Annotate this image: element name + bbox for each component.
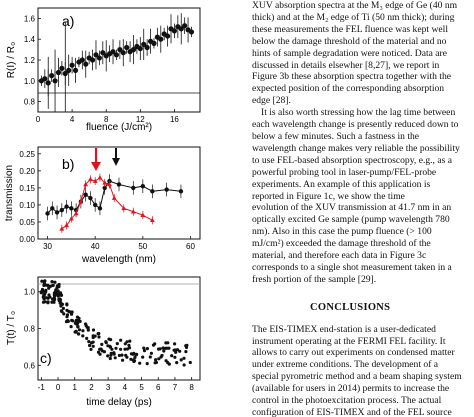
data-point	[52, 284, 55, 287]
data-point	[98, 206, 102, 210]
x-tick-label: 4	[69, 115, 75, 124]
data-point	[126, 347, 129, 350]
data-point	[110, 348, 113, 351]
data-point	[54, 290, 57, 293]
data-point	[42, 284, 45, 287]
data-point	[93, 203, 97, 207]
text-line: reported in Figure 1c, we show the time	[252, 190, 405, 202]
y-tick-label: 1.4	[23, 35, 35, 45]
data-point	[138, 362, 141, 365]
data-point	[64, 204, 68, 208]
data-point	[124, 354, 127, 357]
y-tick-label: 0.05	[19, 217, 35, 227]
panel-c-label: c)	[40, 350, 52, 366]
data-point	[60, 208, 64, 212]
data-point	[65, 309, 68, 312]
panel-b	[4, 147, 200, 265]
panel-c-xlabel: time delay (ps)	[86, 397, 152, 408]
text-line: material, and therefore each data in Figure 3c	[252, 250, 427, 262]
data-point	[60, 293, 63, 296]
data-point	[109, 338, 112, 341]
data-point	[183, 363, 186, 366]
text-line: mJ/cm²) exceeded the damage threshold of the	[252, 238, 431, 250]
data-point	[112, 196, 117, 200]
figure-3	[0, 0, 225, 417]
data-point	[104, 340, 107, 343]
x-tick-label: 40	[90, 242, 100, 251]
data-point	[59, 226, 64, 230]
panel-a-ylabel: R(I) / R₀	[6, 41, 17, 79]
text-line: experiments. An example of this application is	[252, 178, 431, 190]
data-point	[98, 348, 101, 351]
x-tick-label: 3	[105, 383, 111, 392]
x-tick-label: 50	[138, 242, 148, 251]
data-point	[117, 182, 121, 186]
data-point	[83, 62, 88, 67]
data-point	[114, 356, 117, 359]
x-tick-label: 8	[103, 115, 109, 124]
data-point	[92, 345, 95, 348]
text-line: (available for users in 2014) permits to increase the	[252, 383, 450, 395]
data-point	[74, 322, 77, 325]
data-point	[76, 316, 79, 319]
data-point	[182, 357, 185, 360]
data-point	[90, 57, 95, 62]
data-point	[189, 361, 192, 364]
text-line: discussed in details elsewher [8,27], we report in	[252, 59, 440, 71]
data-point	[141, 184, 145, 188]
data-point	[83, 193, 87, 197]
data-point	[58, 298, 61, 301]
data-point	[155, 361, 158, 364]
section-heading: CONCLUSIONS	[310, 301, 391, 313]
text-line: optically excited Ge sample (pump wavelength 780	[252, 214, 450, 226]
data-point	[150, 189, 154, 193]
data-point	[173, 349, 176, 352]
text-line: nm). Also in this case the pump fluence (> 100	[252, 226, 432, 238]
data-point	[71, 319, 74, 322]
data-point	[182, 23, 187, 28]
x-tick-label: 7	[172, 383, 178, 392]
data-point	[179, 189, 183, 193]
data-point	[87, 326, 90, 329]
data-point	[53, 281, 56, 284]
text-column	[252, 0, 474, 417]
x-tick-label: 6	[156, 383, 161, 392]
paragraph-1	[252, 0, 474, 107]
data-point	[143, 349, 146, 352]
data-point	[78, 328, 81, 331]
data-point	[149, 355, 152, 358]
data-point	[97, 55, 102, 60]
y-tick-label: 1.2	[23, 56, 35, 65]
y-tick-label: 1.0	[23, 76, 35, 86]
text-line: under extreme conditions. The development of a	[252, 359, 439, 371]
text-line: thick) and at the M₂ edge of Ti (50 nm thick); during	[252, 11, 455, 23]
paragraph-2	[252, 107, 474, 286]
data-point	[128, 340, 131, 343]
data-point	[98, 175, 103, 179]
data-point	[124, 45, 129, 50]
data-point	[70, 63, 75, 68]
data-point	[175, 361, 178, 364]
x-tick-label: 4	[122, 383, 128, 392]
data-point	[92, 328, 95, 331]
y-tick-label: 1.0	[23, 287, 35, 297]
data-point	[69, 206, 73, 210]
data-point	[162, 349, 165, 352]
text-line: XUV absorption spectra at the M₃ edge of Ge (40 nm	[252, 0, 458, 11]
data-point	[55, 210, 59, 214]
text-line: special pyrometric method and a beam shaping system	[252, 371, 462, 383]
data-point	[100, 343, 103, 346]
data-point	[118, 354, 121, 357]
data-point	[151, 41, 156, 46]
data-point	[50, 206, 54, 210]
data-point	[70, 325, 73, 328]
data-point	[49, 73, 54, 78]
data-point	[84, 322, 87, 325]
data-point	[145, 45, 150, 50]
data-point	[114, 347, 117, 350]
data-point	[106, 354, 109, 357]
data-point	[50, 280, 53, 283]
data-point	[164, 187, 168, 191]
text-line: instrument operating at the FERMI FEL facility. It	[252, 335, 446, 347]
data-point	[52, 298, 55, 301]
data-point	[103, 350, 106, 353]
data-point	[157, 348, 160, 351]
data-point	[110, 352, 113, 355]
data-point	[43, 297, 46, 300]
y-tick-label: 0.15	[19, 183, 35, 193]
data-point	[112, 351, 115, 354]
text-line: below the damage threshold of the material and no	[252, 35, 447, 47]
data-point	[46, 301, 49, 304]
data-point	[76, 325, 79, 328]
y-tick-label: 0.25	[19, 149, 35, 159]
data-point	[132, 352, 135, 355]
data-point	[109, 357, 112, 360]
data-point	[152, 344, 155, 347]
x-tick-label: 1	[72, 383, 77, 392]
data-point	[172, 28, 177, 33]
data-point	[131, 186, 135, 190]
data-point	[80, 57, 85, 62]
panel-a-xlabel: fluence (J/cm²)	[85, 122, 153, 133]
data-point	[173, 356, 176, 359]
data-point	[165, 347, 168, 350]
data-point	[138, 46, 143, 51]
x-tick-label: -1	[37, 383, 45, 392]
data-point	[114, 52, 119, 57]
data-point	[62, 307, 65, 310]
data-point	[121, 359, 124, 362]
paragraph-3	[252, 324, 474, 417]
x-tick-label: 0	[35, 115, 41, 124]
panel-b-xlabel: wavelength (nm)	[82, 254, 156, 265]
data-point	[42, 301, 45, 304]
x-tick-label: 8	[189, 383, 194, 392]
data-point	[77, 332, 80, 335]
data-point	[45, 211, 49, 215]
text-line: wavelength change makes very reliable the possibility	[252, 142, 460, 154]
data-point	[132, 359, 135, 362]
data-point	[97, 335, 100, 338]
data-point	[124, 342, 127, 345]
data-point	[162, 346, 165, 349]
text-line: expected position of the corresponding absorption	[252, 83, 445, 95]
y-tick-label: 0.6	[23, 361, 35, 371]
x-tick-label: 60	[186, 242, 195, 251]
data-point	[180, 358, 183, 361]
text-line: hints of sample degradation were noticed. Data are	[252, 47, 447, 59]
text-line: allows to carry out experiments on condensed matter	[252, 347, 455, 359]
data-point	[121, 50, 126, 55]
text-line: The EIS-TIMEX end-station is a user-dedicated	[252, 323, 436, 335]
y-tick-label: 1.6	[23, 14, 35, 24]
data-point	[74, 211, 79, 215]
panel-c-ylabel: T(t) / T₀	[6, 311, 17, 345]
data-point	[52, 301, 55, 304]
panel-c-plot-frame	[38, 277, 200, 380]
data-point	[70, 313, 73, 316]
text-line: each wavelength change is presently reduced down to	[252, 119, 459, 131]
y-tick-label: 0.10	[19, 200, 35, 210]
black-edge-arrowhead	[112, 158, 120, 166]
x-tick-label: 16	[169, 115, 179, 124]
text-line: powerful probing tool in laser-pump/FEL-probe	[252, 166, 437, 178]
y-tick-label: 0.20	[19, 166, 35, 176]
data-point	[88, 177, 93, 181]
data-point	[146, 347, 149, 350]
data-point	[42, 76, 47, 81]
data-point	[40, 280, 43, 283]
text-line: to use FEL-based absorption spectroscopy, e.g., as a	[252, 154, 452, 166]
data-point	[127, 344, 130, 347]
data-point	[176, 348, 179, 351]
data-point	[106, 344, 109, 347]
data-point	[184, 350, 187, 353]
text-line: below a few minutes. Such a fastness in the	[252, 130, 420, 142]
data-point	[116, 342, 119, 345]
text-line: It is also worth stressing how the lag time between	[261, 107, 456, 119]
data-point	[81, 329, 84, 332]
data-point	[160, 355, 163, 358]
data-point	[141, 356, 144, 359]
data-point	[65, 303, 68, 306]
data-point	[44, 289, 47, 292]
data-point	[66, 68, 71, 73]
data-point	[40, 291, 43, 294]
data-point	[46, 284, 49, 287]
data-point	[185, 344, 188, 347]
text-line: edge [28].	[252, 95, 291, 107]
data-point	[79, 320, 82, 323]
data-point	[73, 68, 78, 73]
data-point	[189, 29, 194, 34]
data-point	[166, 361, 169, 364]
data-point	[66, 313, 69, 316]
data-point	[164, 341, 167, 344]
data-point	[154, 358, 157, 361]
data-point	[87, 340, 90, 343]
data-point	[150, 352, 153, 355]
data-point	[48, 296, 51, 299]
red-edge-arrowhead	[91, 162, 101, 171]
data-point	[85, 337, 88, 340]
x-tick-label: 12	[135, 115, 145, 124]
data-point	[97, 332, 100, 335]
data-point	[97, 351, 100, 354]
text-line: corresponds to a single shot measurement taken in a	[252, 261, 452, 273]
text-line: configuration of EIS-TIMEX and of the FEL source	[252, 407, 452, 417]
data-point	[81, 334, 84, 337]
x-tick-label: 5	[139, 383, 144, 392]
data-point	[59, 66, 64, 71]
data-point	[158, 37, 163, 42]
data-point	[59, 301, 62, 304]
data-point	[119, 348, 122, 351]
text-line: these measurements the FEL fluence was kept well	[252, 23, 448, 35]
y-tick-label: 0.8	[23, 97, 35, 107]
panel-b-label: b)	[62, 156, 75, 172]
y-tick-label: 0.8	[23, 324, 35, 334]
data-point	[146, 362, 149, 365]
data-point	[88, 196, 92, 200]
x-tick-label: 2	[89, 383, 94, 392]
data-point	[60, 309, 63, 312]
panel-a-label: a)	[62, 13, 75, 29]
text-line: Figure 3b these absorption spectra together with the	[252, 71, 452, 83]
data-point	[65, 320, 68, 323]
data-point	[56, 70, 61, 75]
text-line: control in the photoexcitation process. The actual	[252, 395, 442, 407]
data-point	[92, 334, 95, 337]
text-line: fresh portion of the sample [29].	[252, 273, 377, 285]
x-tick-label: 0	[55, 383, 61, 392]
panel-b-ylabel: transmission	[4, 164, 15, 222]
data-point	[89, 348, 92, 351]
data-point	[165, 33, 170, 38]
text-line: evolution of the XUV transmission at 41.7 nm in an	[252, 202, 452, 214]
data-point	[170, 354, 173, 357]
panel-a	[6, 8, 200, 133]
y-tick-label: 0.00	[19, 235, 35, 244]
panel-c	[6, 277, 200, 408]
data-point	[74, 331, 77, 334]
data-point	[119, 339, 122, 342]
data-point	[88, 344, 91, 347]
x-tick-label: 30	[43, 242, 52, 251]
data-point	[135, 353, 138, 356]
data-point	[173, 342, 176, 345]
